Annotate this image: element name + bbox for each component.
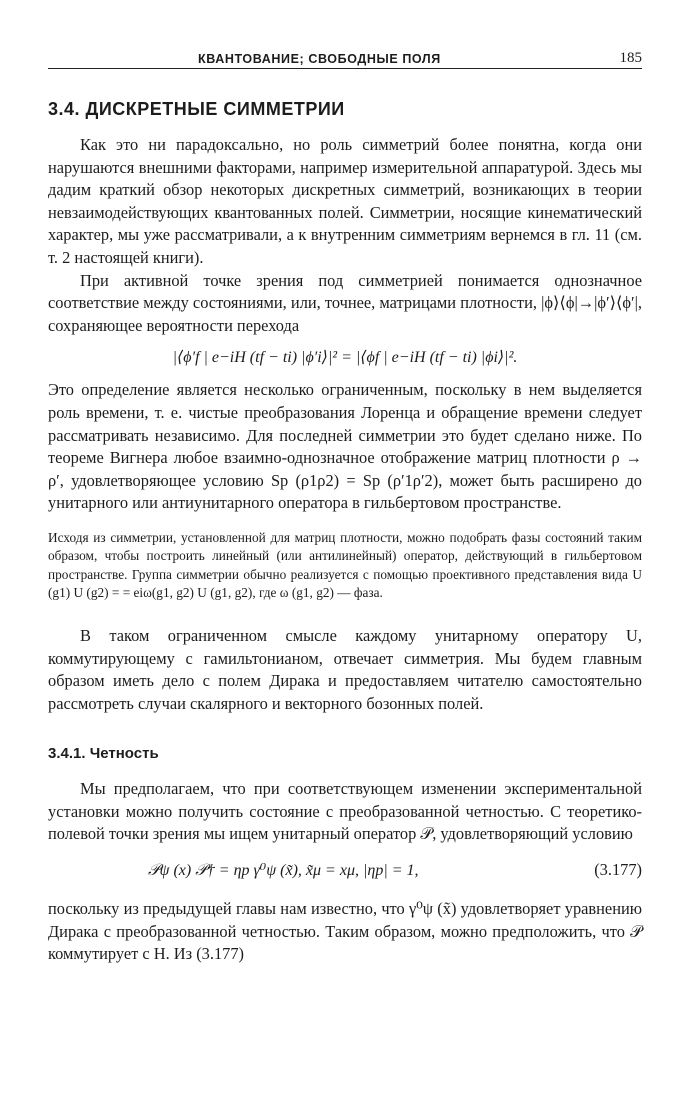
page-number: 185 xyxy=(619,50,642,66)
running-head xyxy=(48,44,642,69)
parity-paragraph: Мы предполагаем, что при соответствующем изменении экспериментальной установки можно получить состояние с преобразованной четностью. С теоретико-полевой точки зрения мы ищем унитарный оператор 𝒫, удовлетворяющий условию xyxy=(48,779,642,844)
transition-probability-equation: |⟨ϕ′f | e−iH (tf − ti) |ϕ′i⟩|² = |⟨ϕf | e−iH (tf − ti) |ϕi⟩|². xyxy=(172,349,518,367)
definition-paragraph: Это определение является несколько ограниченным, поскольку в нем выделяется роль времени, т. е. чистые преобразования Лоренца и обращение времени следует рассматривать независимо. Для последней симметрии это будет сделано ниже. По теореме Вигнера любое взаимно-однозначное отображение матриц плотности ρ → ρ′, удовлетворяющее условию Sp (ρ1ρ2) = Sp (ρ′1ρ′2), может быть расширено до унитарного или антиунитарного оператора в гильбертовом пространстве. xyxy=(48,380,642,513)
book-page xyxy=(48,44,642,966)
projective-representation-note: Исходя из симметрии, установленной для матриц плотности, можно подобрать фазы состояний таким образом, чтобы построить линейный (или антилинейный) оператор, действующий в гильбертовом пространстве. Группа симметрии обычно реализуется с помощью проективного представления вида U (g1) U (g2) = = eiω(g1, g2) U (g1, g2), где ω (g1, g2) — фаза. xyxy=(48,529,642,601)
unitary-operator-paragraph: В таком ограниченном смысле каждому унитарному оператору U, коммутирующему с гамильтонианом, отвечает симметрия. Мы будем главным образом иметь дело с полем Дирака и предоставляем читателю самостоятельно рассмотреть случаи скалярного и векторного бозонных полей. xyxy=(48,625,642,713)
subsection-heading: 3.4.1. Четность xyxy=(48,745,159,763)
intro-paragraph: Как это ни парадоксально, но роль симметрий более понятна, когда они нарушаются внешними факторами, например измерительной аппаратурой. Здесь мы дадим краткий обзор некоторых дискретных симметрий, возникающих в теории невзаимодействующих квантованных полей. Симметрии, носящие кинематический характер, мы уже рассматривали, а к внутренним симметриям вернемся в гл. 11 (см. т. 2 настоящей книги). xyxy=(48,135,642,267)
section-heading: 3.4. ДИСКРЕТНЫЕ СИММЕТРИИ xyxy=(48,99,345,119)
equation-number: (3.177) xyxy=(594,860,642,880)
parity-equation-row xyxy=(48,858,642,884)
running-head-title: КВАНТОВАНИЕ; СВОБОДНЫЕ ПОЛЯ xyxy=(198,52,441,66)
dirac-paragraph: поскольку из предыдущей главы нам известно, что γ⁰ψ (x̃) удовлетворяет уравнению Дирака с преобразованной четностью. Таким образом, можно предположить, что 𝒫 коммутирует с H. Из (3.177) xyxy=(48,899,642,964)
parity-equation: 𝒫ψ (x) 𝒫† = ηp γ⁰ψ (x̃), x̃μ = xμ, |ηp| = 1, xyxy=(148,862,419,880)
active-view-paragraph: При активной точке зрения под симметрией понимается однозначное соответствие между состояниями, или, точнее, матрицами плотности, |ϕ⟩⟨ϕ|→|ϕ′⟩⟨ϕ′|, сохраняющее вероятности перехода xyxy=(48,270,642,335)
